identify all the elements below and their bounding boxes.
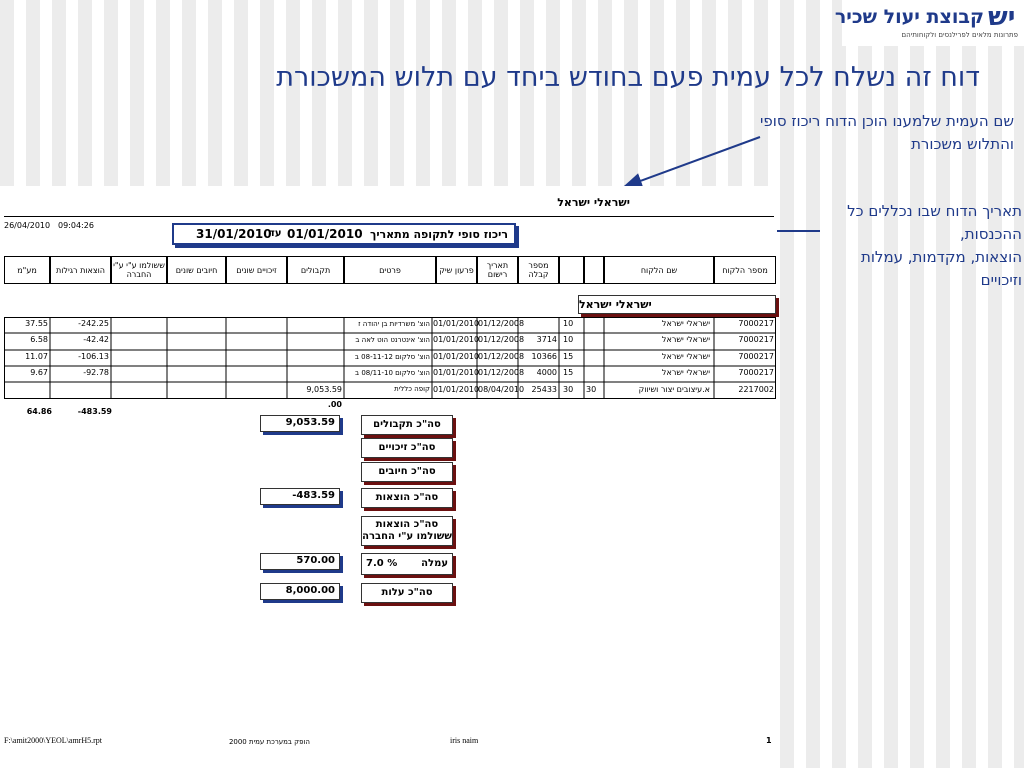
annotation-line: תאריך הדוח שבו נכללים כל — [847, 202, 1022, 220]
summary-expenses-value: -483.59 — [260, 488, 340, 505]
cell-expenses: -92.78 — [83, 368, 109, 377]
cell-receipt-no: 10366 — [531, 352, 557, 361]
annotation-line: וזיכויים — [980, 271, 1022, 289]
summary-receipts-label: סה"כ תקבולים — [361, 415, 453, 435]
cell-client-no: 7000217 — [738, 335, 774, 344]
cell-mam: 11.07 — [25, 352, 48, 361]
col-header-mam: מע"מ — [4, 256, 50, 284]
cell-check: 01/01/2010 — [433, 385, 480, 394]
cell-details: הוצ' סלקום 08-11-12 ב — [354, 353, 430, 361]
cell-expenses: -242.25 — [78, 319, 109, 328]
period-label: ריכוז סופי לתקופה מתאריך — [369, 228, 508, 241]
summary-credits-label: סה"כ זיכויים — [361, 438, 453, 458]
data-table — [4, 317, 776, 399]
cell-reg-date: 01/12/2008 — [478, 352, 525, 361]
logo-tagline: פתרונות מלאים לפרילנסים ולקוחותיהם — [901, 31, 1018, 39]
cell-details: קופה כללית — [394, 385, 430, 393]
table-row — [4, 382, 776, 399]
annotation-line: והתלוש משכורת — [911, 135, 1014, 153]
summary-paid-line: סה"כ הוצאות — [375, 519, 439, 530]
table-row — [4, 317, 776, 333]
period-to-label: עד — [269, 228, 282, 239]
table-row — [4, 366, 776, 382]
total-expenses: -483.59 — [77, 407, 112, 416]
col-header-client-name: שם הלקוח — [604, 256, 714, 284]
arrow-to-client-name — [624, 137, 760, 187]
cell-code: 10 — [563, 335, 574, 344]
cell-code: 30 — [563, 385, 574, 394]
cell-mam: 6.58 — [30, 335, 48, 344]
summary-fee-text: עמלה — [421, 558, 448, 569]
slide-title: דוח זה נשלח לכל עמית פעם בחודש ביחד עם תלוש המשכורת — [276, 62, 980, 93]
cell-client-no: 7000217 — [738, 319, 774, 328]
col-header-details: פרטים — [344, 256, 436, 284]
cell-details: הוצ' סלקום 08/11-10 ב — [355, 369, 430, 377]
cell-code: 30 — [586, 385, 597, 394]
cell-reg-date: 01/12/2008 — [478, 335, 525, 344]
cell-receipt-no: 25433 — [531, 385, 557, 394]
table-row — [4, 350, 776, 366]
divider — [4, 216, 774, 217]
cell-receipt-no: 4000 — [536, 368, 557, 377]
report-client-name: ישראלי ישראל — [557, 196, 630, 209]
col-header-receipt-no: מספר קבלה — [518, 256, 559, 284]
cell-code: 15 — [563, 352, 574, 361]
cell-mam: 37.55 — [25, 319, 48, 328]
annotation-line: ההכנסות, — [960, 225, 1022, 243]
cell-expenses: -42.42 — [83, 335, 109, 344]
cell-reg-date: 01/12/2008 — [478, 368, 525, 377]
period-to-date: 31/01/2010 — [196, 227, 272, 241]
cell-client-name: א.עיצובים יצור ושיווק — [638, 385, 710, 394]
col-header-reg-date: תאריך רישום — [477, 256, 518, 284]
col-header-blank — [584, 256, 604, 284]
total-mam: 64.86 — [26, 407, 52, 416]
report-document — [0, 186, 777, 768]
cell-client-name: ישראלי ישראל — [661, 335, 710, 344]
summary-costs-label: סה"כ עלות — [361, 583, 453, 603]
table-row — [4, 333, 776, 350]
col-header-check: פרעון שיק — [436, 256, 477, 284]
cell-code: 15 — [563, 368, 574, 377]
cell-reg-date: 01/12/2008 — [478, 319, 525, 328]
cell-check: 01/01/2010 — [433, 319, 480, 328]
col-header-misc-credits: זיכויים שונים — [226, 256, 287, 284]
dot-total: .00 — [327, 400, 342, 409]
summary-costs-value: 8,000.00 — [260, 583, 340, 600]
footer-center: הופק במערכת עמית 2000 — [228, 738, 310, 746]
annotation-line: שם העמית שלמענו הוכן הדוח ריכוז סופי — [760, 112, 1014, 130]
section-client-label: ישראלי ישראל — [578, 295, 776, 314]
cell-client-no: 7000217 — [738, 352, 774, 361]
print-date: 26/04/2010 — [4, 221, 51, 230]
footer-path: F:\amit2000\YEOL\amrH5.rpt — [4, 736, 102, 745]
cell-client-name: ישראלי ישראל — [661, 352, 710, 361]
summary-debits-label: סה"כ חיובים — [361, 462, 453, 482]
cell-check: 01/01/2010 — [433, 368, 480, 377]
col-header-client-no: מספר הלקוח — [714, 256, 776, 284]
summary-fee-pct: 7.0 % — [366, 558, 398, 569]
summary-fee-label — [361, 553, 453, 575]
summary-receipts-value: 9,053.59 — [260, 415, 340, 432]
cell-receipt-no: 3714 — [536, 335, 557, 344]
cell-details: הוצ' משרדיות בן יהודה ז — [358, 320, 430, 328]
cell-reg-date: 08/04/2010 — [478, 385, 525, 394]
cell-receipts: 9,053.59 — [306, 385, 342, 394]
logo-name: קבוצת יעול שכיר — [834, 6, 984, 28]
col-header-misc-debits: חיובים שונים — [167, 256, 226, 284]
footer-page: 1 — [766, 736, 772, 745]
cell-client-no: 2217002 — [738, 385, 774, 394]
cell-client-no: 7000217 — [738, 368, 774, 377]
cell-check: 01/01/2010 — [433, 352, 480, 361]
summary-paid-line: ששולמו ע"י החברה — [362, 531, 452, 542]
cell-details: הוצ' אינטרנט הוט לאה ב — [355, 336, 430, 344]
col-header-paid-by-company: ששולמו ע"י ע"י החברה — [111, 256, 167, 284]
cell-check: 01/01/2010 — [433, 335, 480, 344]
footer-user: iris naim — [450, 736, 479, 745]
cell-code: 10 — [563, 319, 574, 328]
cell-mam: 9.67 — [30, 368, 48, 377]
col-header-blank — [559, 256, 584, 284]
period-bar — [172, 223, 516, 245]
cell-expenses: -106.13 — [78, 352, 109, 361]
col-header-receipts: תקבולים — [287, 256, 344, 284]
summary-fee-value: 570.00 — [260, 553, 340, 570]
logo-mark: יש — [988, 2, 1016, 32]
summary-expenses-label: סה"כ הוצאות — [361, 488, 453, 508]
period-from-date: 01/01/2010 — [287, 227, 363, 241]
summary-paid-by-company-label — [361, 516, 453, 546]
cell-client-name: ישראלי ישראל — [661, 368, 710, 377]
col-header-expenses: הוצאות רגילות — [50, 256, 111, 284]
annotation-line: הוצאות, מקדמות, עמלות — [860, 248, 1022, 266]
print-time: 09:04:26 — [58, 221, 94, 230]
cell-client-name: ישראלי ישראל — [661, 319, 710, 328]
